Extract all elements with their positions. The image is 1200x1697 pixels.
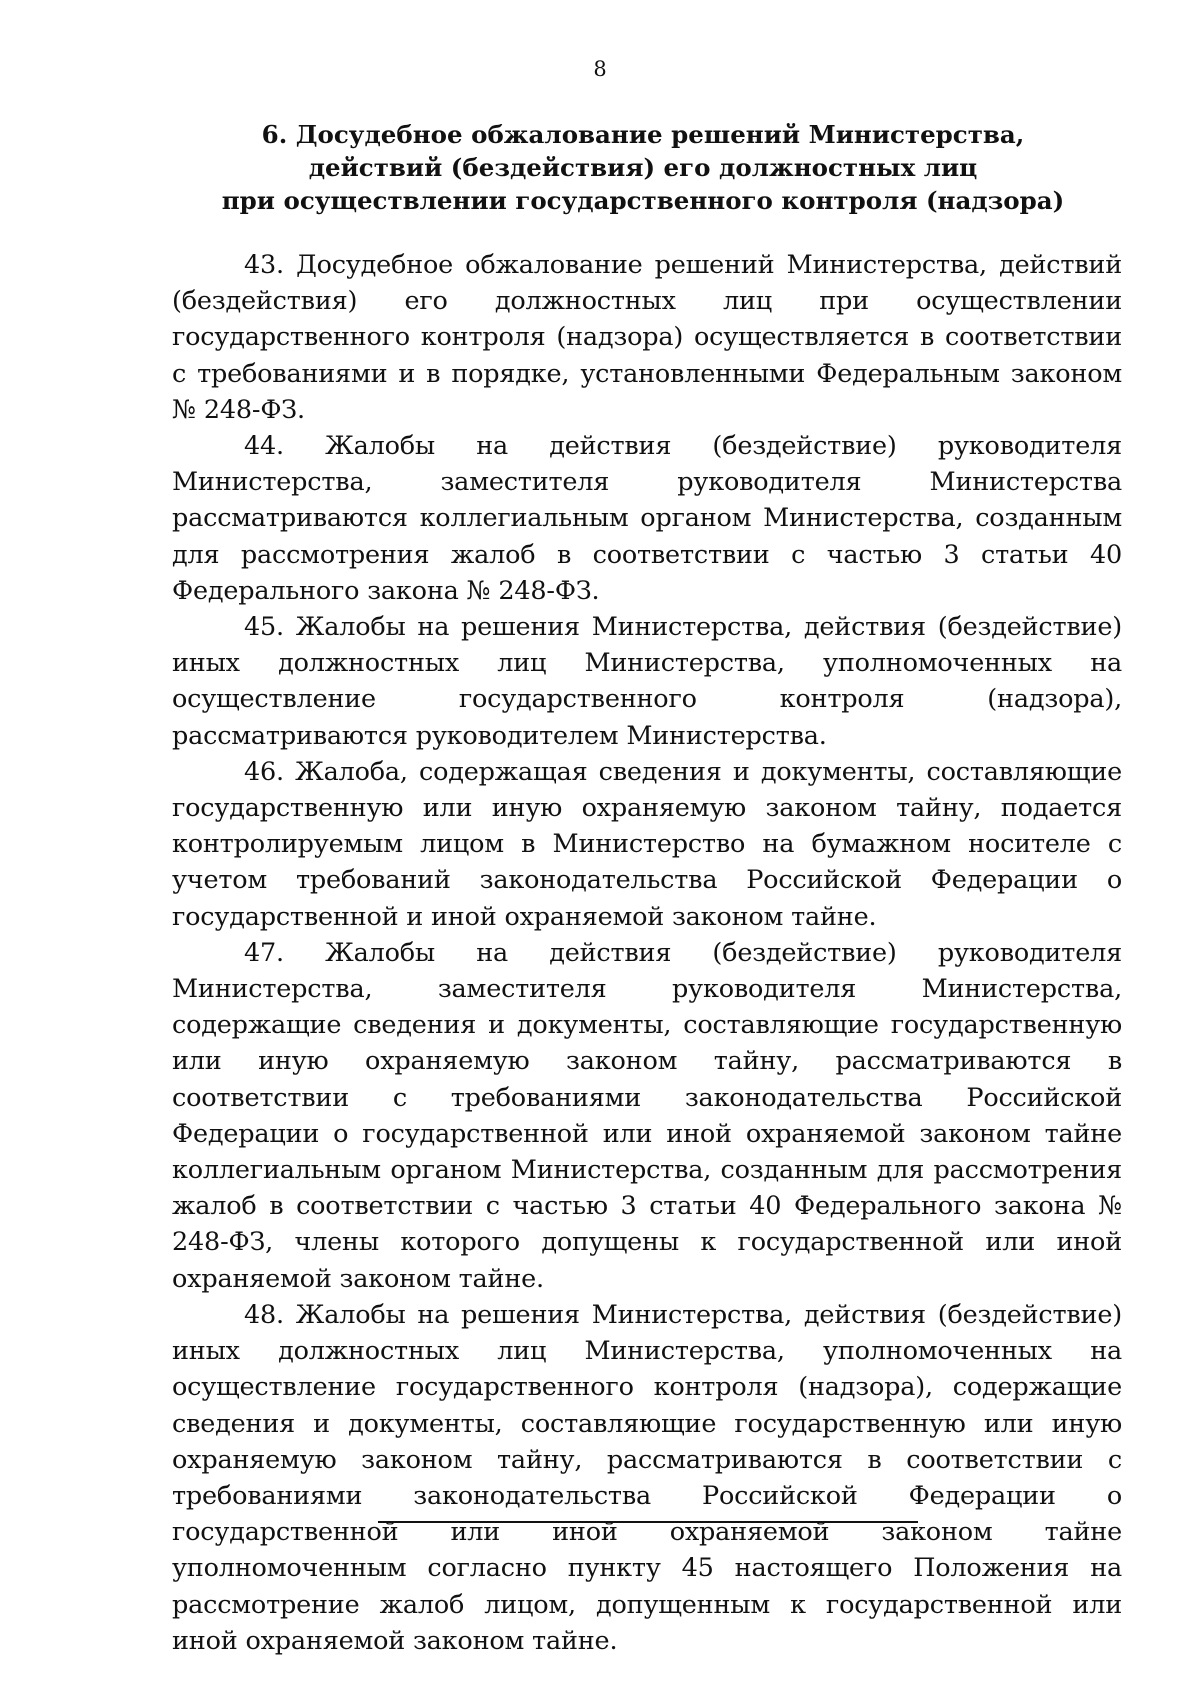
paragraph-43: 43. Досудебное обжалование решений Министерства, действий (бездействия) его должностных лиц при осуществлении государственного контроля (надзора) осуществляется в соответствии с требованиями и в порядке, установленными Федеральным законом № 248-ФЗ.	[172, 250, 1122, 425]
paragraph-48: 48. Жалобы на решения Министерства, действия (бездействие) иных должностных лиц Министерства, уполномоченных на осуществление государственного контроля (надзора), содержащие сведения и документы, составляющие государственную или иную охраняемую законом тайну, рассматриваются в соответствии с требованиями законодательства Российской Федерации о государственной или иной охраняемой законом тайне уполномоченным согласно пункту 45 настоящего Положения на рассмотрение жалоб лицом, допущенным к государственной или иной охраняемой законом тайне.	[172, 1299, 1122, 1656]
end-of-document-rule	[378, 1521, 918, 1523]
section-title-line: действий (бездействия) его должностных лиц	[308, 153, 978, 182]
paragraph-45: 45. Жалобы на решения Министерства, действия (бездействие) иных должностных лиц Министерства, уполномоченных на осуществление государственного контроля (надзора), рассматриваются руководителем Министерства.	[172, 612, 1122, 751]
document-body	[172, 247, 1122, 1659]
paragraph-46: 46. Жалоба, содержащая сведения и документы, составляющие государственную или иную охраняемую законом тайну, подается контролируемым лицом в Министерство на бумажном носителе с учетом требований законодательства Российской Федерации о государственной и иной охраняемой законом тайне.	[172, 756, 1122, 932]
paragraph-44: 44. Жалобы на действия (бездействие) руководителя Министерства, заместителя руководителя Министерства рассматриваются коллегиальным органом Министерства, созданным для рассмотрения жалоб в соответствии с частью 3 статьи 40 Федерального закона № 248-ФЗ.	[172, 431, 1122, 606]
section-title-line: 6. Досудебное обжалование решений Министерства,	[261, 120, 1025, 149]
section-title-line: при осуществлении государственного контроля (надзора)	[221, 186, 1065, 215]
section-title	[172, 118, 1114, 217]
page-number: 8	[593, 57, 607, 81]
paragraph-47: 47. Жалобы на действия (бездействие) руководителя Министерства, заместителя руководителя Министерства, содержащие сведения и документы, составляющие государственную или иную охраняемую законом тайну, рассматриваются в соответствии с требованиями законодательства Российской Федерации о государственной или иной охраняемой законом тайне коллегиальным органом Министерства, созданным для рассмотрения жалоб в соответствии с частью 3 статьи 40 Федерального закона № 248-ФЗ, члены которого допущены к государственной или иной охраняемой законом тайне.	[172, 937, 1122, 1294]
